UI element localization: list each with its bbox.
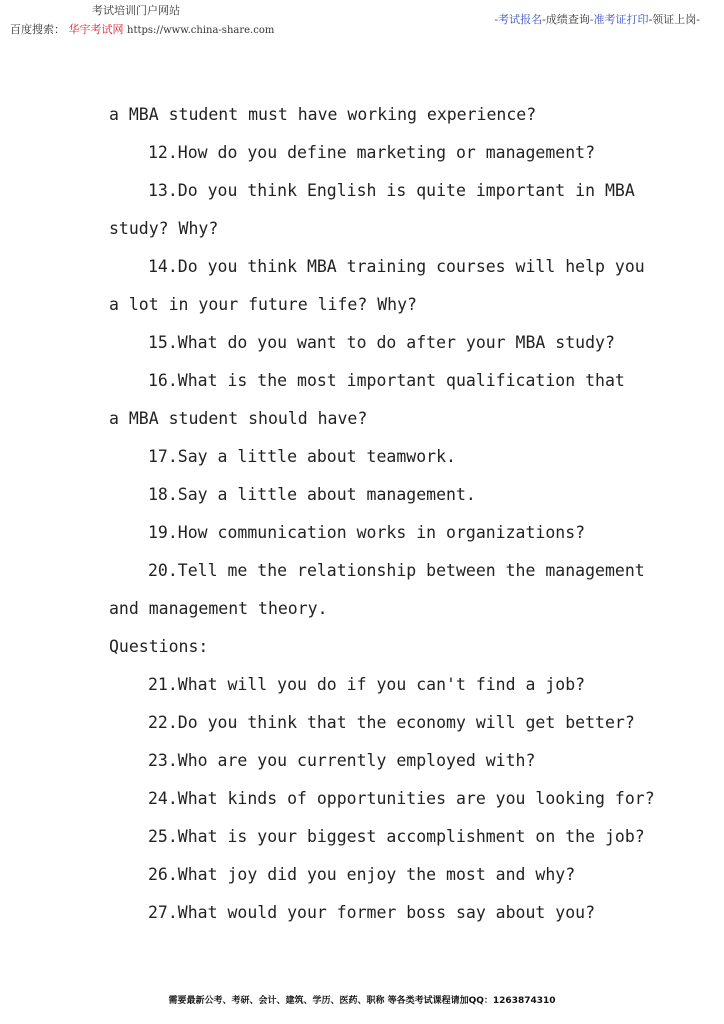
text-line: study? Why? [109, 219, 219, 238]
question-14: 14.Do you think MBA training courses will help you [148, 257, 645, 276]
search-label: 百度搜索： [10, 23, 65, 36]
question-27: 27.What would your former boss say about you? [148, 903, 596, 922]
text-line: a MBA student must have working experience? [109, 105, 537, 124]
question-16: 16.What is the most important qualification that [148, 371, 625, 390]
link-score-query[interactable]: -成绩查询 [542, 13, 590, 26]
link-certificate[interactable]: -领证上岗- [648, 13, 700, 26]
question-18: 18.Say a little about management. [148, 485, 476, 504]
text-line: a lot in your future life? Why? [109, 295, 417, 314]
text-line: and management theory. [109, 599, 328, 618]
question-19: 19.How communication works in organizations? [148, 523, 586, 542]
site-url[interactable]: https://www.china-share.com [127, 25, 275, 36]
question-22: 22.Do you think that the economy will get better? [148, 713, 635, 732]
link-exam-registration[interactable]: -考试报名 [494, 13, 543, 26]
link-admission-ticket[interactable]: -准考证打印 [589, 13, 649, 26]
question-20: 20.Tell me the relationship between the management [148, 561, 645, 580]
section-heading: Questions: [109, 637, 209, 656]
question-12: 12.How do you define marketing or management? [148, 143, 596, 162]
question-26: 26.What joy did you enjoy the most and why? [148, 865, 576, 884]
brand-link[interactable]: 华宇考试网 [68, 23, 124, 36]
question-17: 17.Say a little about teamwork. [148, 447, 456, 466]
question-24: 24.What kinds of opportunities are you looking for? [148, 789, 655, 808]
footer-note: 需要最新公考、考研、会计、建筑、学历、医药、职称 等各类考试课程请加QQ：1263874310 [168, 996, 556, 1006]
question-15: 15.What do you want to do after your MBA study? [148, 333, 615, 352]
text-line: a MBA student should have? [109, 409, 368, 428]
question-13: 13.Do you think English is quite important in MBA [148, 181, 635, 200]
site-name: 考试培训门户网站 [92, 4, 180, 17]
question-21: 21.What will you do if you can't find a job? [148, 675, 586, 694]
question-23: 23.Who are you currently employed with? [148, 751, 536, 770]
question-25: 25.What is your biggest accomplishment on the job? [148, 827, 645, 846]
